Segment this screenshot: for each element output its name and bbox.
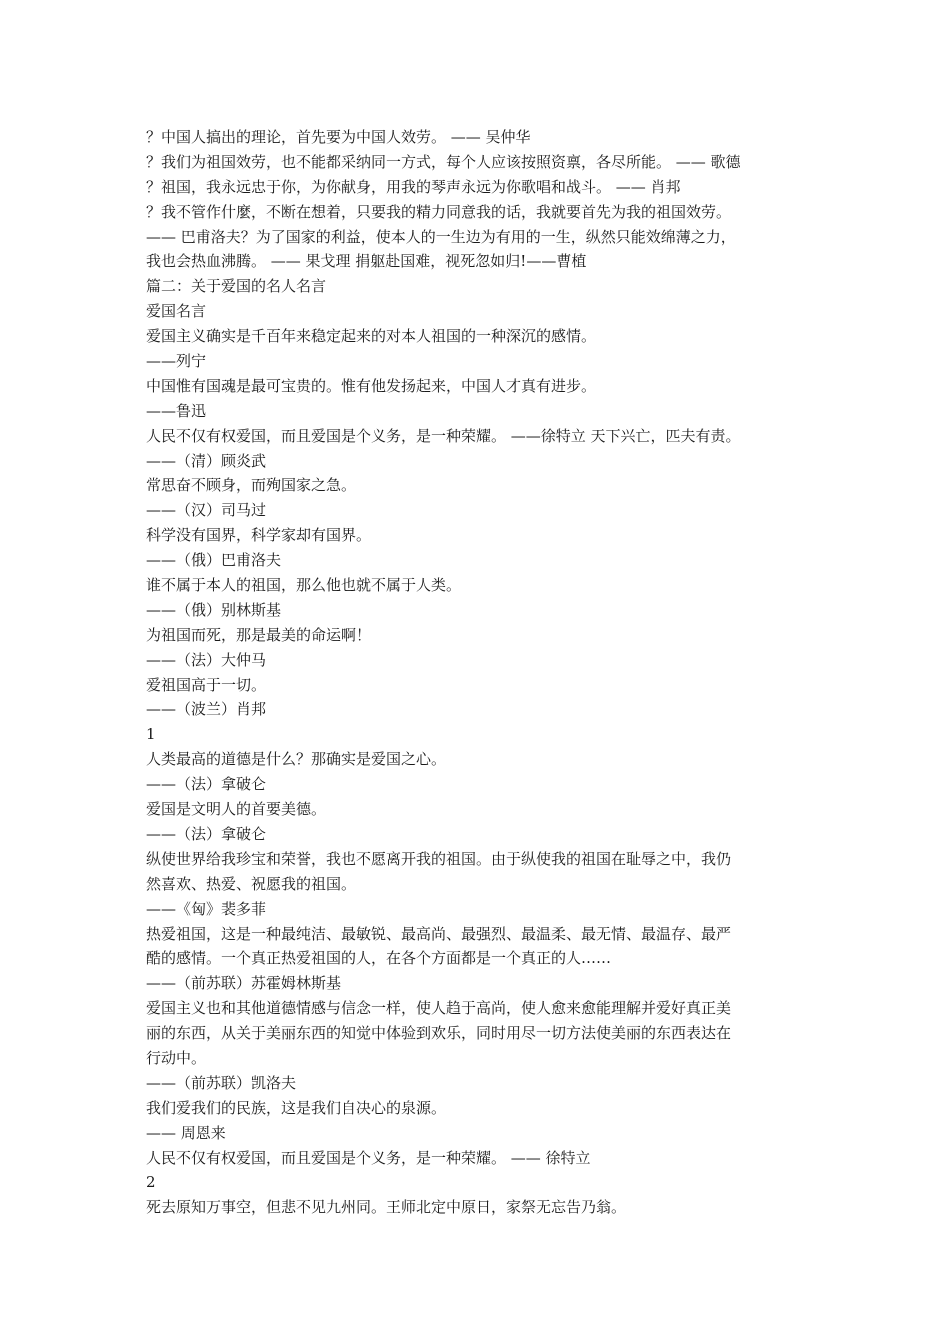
text-line: ？祖国，我永远忠于你，为你献身，用我的琴声永远为你歌唱和战斗。 —— 肖邦 bbox=[146, 177, 681, 196]
quote-text: 为祖国而死，那是最美的命运啊！ bbox=[146, 625, 372, 644]
quote-author: —— 周恩来 bbox=[146, 1123, 226, 1142]
text-line: ？中国人搞出的理论，首先要为中国人效劳。 —— 吴仲华 bbox=[146, 128, 531, 146]
text-line: ？我们为祖国效劳，也不能都采纳同一方式，每个人应该按照资禀，各尽所能。 —— 歌德 bbox=[146, 152, 741, 171]
quote-author: ——（法）拿破仑 bbox=[146, 824, 267, 843]
quote-author: ——列宁 bbox=[146, 352, 207, 371]
text-line: 我也会热血沸腾。 —— 果戈理 捐躯赴国难，视死忽如归!——曹植 bbox=[146, 252, 587, 271]
document-body bbox=[146, 125, 816, 1220]
quote-author: ——（波兰）肖邦 bbox=[146, 700, 267, 719]
quote-author: ——（汉）司马过 bbox=[146, 501, 267, 520]
text-line: —— 巴甫洛夫？为了国家的利益，使本人的一生边为有用的一生，纵然只能效绵薄之力， bbox=[146, 227, 736, 246]
quote-text: 爱国主义确实是千百年来稳定起来的对本人祖国的一种深沉的感情。 bbox=[146, 327, 597, 346]
quote-text: 热爱祖国，这是一种最纯洁、最敏锐、最高尚、最强烈、最温柔、最无情、最温存、最严 bbox=[146, 924, 732, 943]
quote-text: 谁不属于本人的祖国，那么他也就不属于人类。 bbox=[146, 576, 462, 595]
quote-author: ——（法）拿破仑 bbox=[146, 775, 267, 794]
quote-text: 我们爱我们的民族，这是我们自决心的泉源。 bbox=[146, 1098, 447, 1117]
quote-text: 然喜欢、热爱、祝愿我的祖国。 bbox=[146, 874, 357, 893]
quote-text: 科学没有国界，科学家却有国界。 bbox=[146, 526, 372, 545]
quote-text: 人类最高的道德是什么？那确实是爱国之心。 bbox=[146, 750, 447, 769]
section-subtitle: 爱国名言 bbox=[146, 302, 207, 321]
quote-text: 中国惟有国魂是最可宝贵的。惟有他发扬起来，中国人才真有进步。 bbox=[146, 376, 597, 395]
quote-text: 常思奋不顾身，而殉国家之急。 bbox=[146, 476, 357, 495]
quote-text: 人民不仅有权爱国，而且爱国是个义务，是一种荣耀。 ——徐特立 天下兴亡，匹夫有责。 bbox=[146, 426, 741, 445]
section-heading: 篇二：关于爱国的名人名言 bbox=[146, 277, 327, 296]
quote-author: ——（前苏联）凯洛夫 bbox=[146, 1073, 297, 1092]
quote-author: ——（俄）巴甫洛夫 bbox=[146, 551, 282, 570]
quote-author: ——鲁迅 bbox=[146, 401, 207, 420]
quote-text: 死去原知万事空，但悲不见九州同。王师北定中原日，家祭无忘告乃翁。 bbox=[146, 1198, 627, 1217]
text-line: ？我不管作什麼，不断在想着，只要我的精力同意我的话，我就要首先为我的祖国效劳。 bbox=[146, 202, 732, 221]
quote-text: 爱国主义也和其他道德情感与信念一样，使人趋于高尚，使人愈来愈能理解并爱好真正美 bbox=[146, 999, 732, 1018]
quote-text: 酷的感情。一个真正热爱祖国的人，在各个方面都是一个真正的人…… bbox=[146, 949, 612, 968]
quote-text: 丽的东西，从关于美丽东西的知觉中体验到欢乐，同时用尽一切方法使美丽的东西表达在 bbox=[146, 1024, 732, 1043]
quote-author: ——（法）大仲马 bbox=[146, 650, 267, 669]
quote-text: 爱国是文明人的首要美德。 bbox=[146, 800, 327, 819]
quote-text: 人民不仅有权爱国，而且爱国是个义务，是一种荣耀。 —— 徐特立 bbox=[146, 1148, 591, 1167]
quote-author: ——（前苏联）苏霍姆林斯基 bbox=[146, 974, 342, 993]
quote-text: 行动中。 bbox=[146, 1048, 207, 1067]
quote-author: ——（俄）别林斯基 bbox=[146, 600, 282, 619]
page-number: 1 bbox=[146, 725, 156, 744]
quote-author: ——（清）顾炎武 bbox=[146, 451, 267, 470]
quote-text: 纵使世界给我珍宝和荣誉，我也不愿离开我的祖国。由于纵使我的祖国在耻辱之中，我仍 bbox=[146, 849, 732, 868]
quote-text: 爱祖国高于一切。 bbox=[146, 675, 267, 694]
page-number: 2 bbox=[146, 1173, 156, 1192]
quote-author: ——《匈》裴多菲 bbox=[146, 899, 267, 918]
